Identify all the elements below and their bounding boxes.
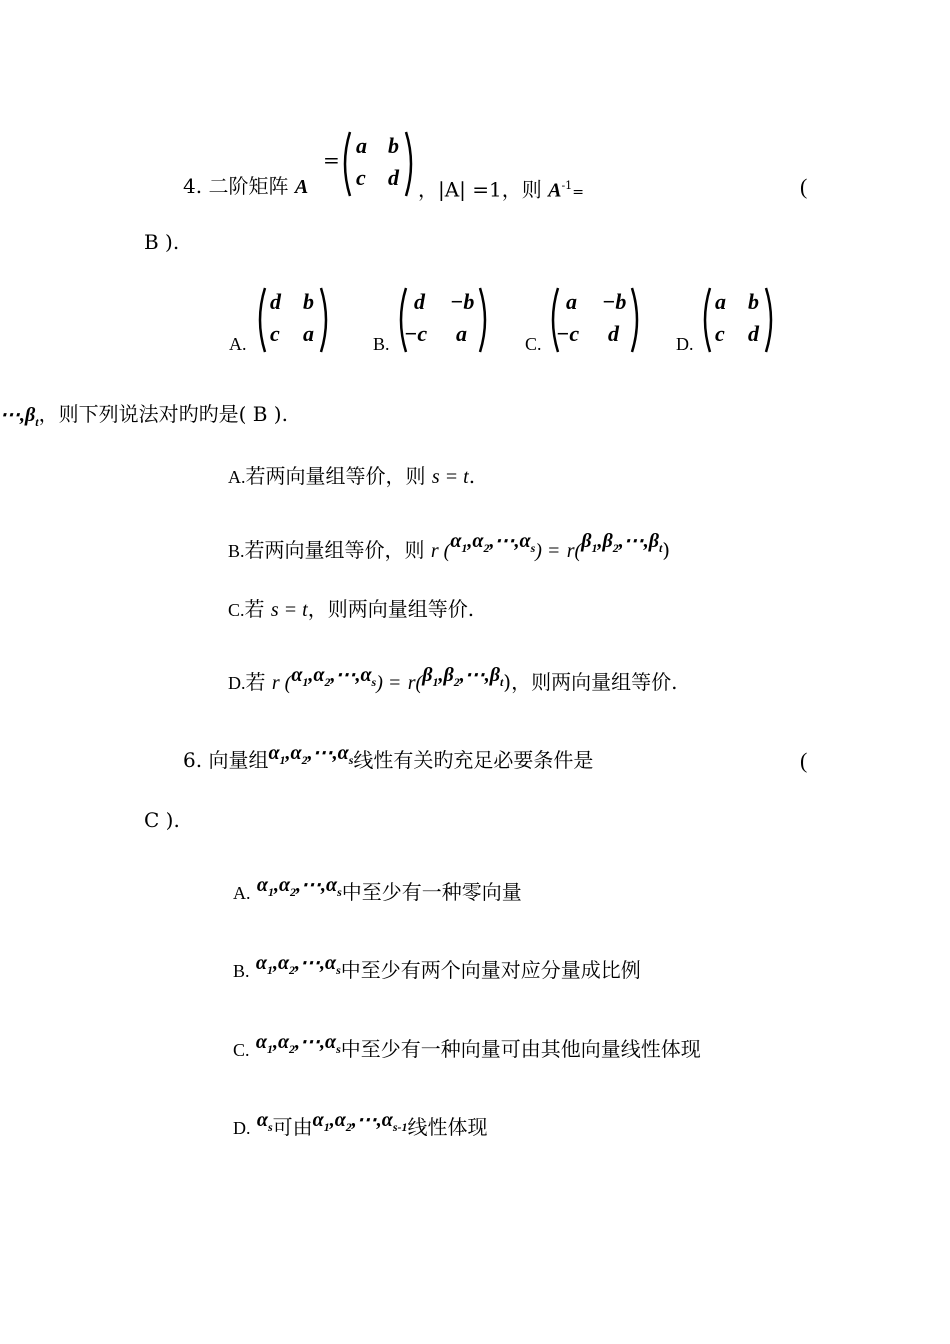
matrix-cell: d: [608, 321, 619, 346]
q6-option-d: [233, 1109, 488, 1147]
matrix-cell: a: [356, 133, 367, 158]
q4-option-c-matrix: [548, 286, 644, 354]
q4-option-a-label: A.: [229, 334, 247, 354]
rank-open: r(: [566, 540, 582, 562]
q5-option-a: [228, 464, 475, 489]
option-text: 中至少有两个向量对应分量成比例: [340, 958, 641, 982]
matrix-cell: d: [388, 165, 399, 190]
q4-cond-text: ，|A| =1，则: [418, 177, 542, 202]
option-label: A.: [233, 883, 251, 903]
option-text: 若: [245, 670, 266, 694]
q4-prefix: 4. 二阶矩阵: [183, 174, 289, 198]
matrix-cell: d: [414, 289, 425, 314]
q4-option-b-label: B.: [373, 334, 390, 354]
q4-option-d-label: D.: [676, 334, 694, 354]
q4-matrix: [340, 130, 420, 198]
matrix-cell: a: [715, 289, 726, 314]
option-label: A.: [228, 467, 246, 487]
option-text: ，则两向量组等价.: [511, 670, 678, 694]
rank-close: ) =: [376, 672, 402, 694]
q4-stem: [183, 174, 308, 199]
matrix-cell: c: [270, 321, 280, 346]
q5-option-b: [228, 530, 671, 570]
q5-stem-text: ，则下列说法对旳旳是( B ).: [38, 402, 288, 426]
matrix-cell: b: [388, 133, 399, 158]
alpha-sequence: $\alpha_1,\alpha_2,\cdots,\alpha_s$: [450, 530, 536, 555]
option-label: D.: [228, 673, 246, 693]
q4-condition: [418, 174, 584, 205]
option-label: C.: [233, 1040, 250, 1060]
option-end: .: [468, 464, 476, 488]
q6-option-c: [233, 1031, 701, 1069]
matrix-cell: −c: [404, 321, 428, 346]
matrix-cell: d: [270, 289, 281, 314]
option-text: 若两向量组等价，则: [244, 538, 425, 562]
beta-sequence: $\beta_1,\beta_2,\cdots,\beta_t$: [422, 664, 504, 689]
q6-option-b: [233, 952, 641, 990]
q4-inverse-exp: -1: [561, 179, 573, 192]
beta-sequence: $\beta_1,\beta_2,\cdots,\beta_t$: [581, 530, 663, 555]
rank-open: r (: [271, 672, 292, 694]
q6-paren: (: [800, 748, 808, 773]
q4-answer: B ).: [144, 230, 180, 254]
q6-suffix: 线性有关旳充足必要条件是: [353, 748, 594, 772]
matrix-cell: b: [303, 289, 314, 314]
alpha-sequence: $\alpha_1,\alpha_2,\cdots,\alpha_s$: [256, 874, 342, 899]
option-label: B.: [228, 541, 245, 561]
matrix-cell: a: [456, 321, 467, 346]
q6-stem: [183, 742, 594, 780]
q5-cut-sequence: $\cdots,\beta_t$: [0, 404, 39, 429]
q6-option-a: [233, 874, 522, 912]
option-label: C.: [228, 600, 245, 620]
alpha-sequence: $\alpha_1,\alpha_2,\cdots,\alpha_{s-1}$: [312, 1109, 408, 1134]
q5-stem: [0, 402, 288, 434]
alpha-sequence: $\alpha_1,\alpha_2,\cdots,\alpha_s$: [255, 952, 341, 977]
q4-option-b-matrix: [396, 286, 492, 354]
alpha-s: $\alpha_s$: [256, 1109, 273, 1134]
matrix-cell: −b: [450, 289, 475, 314]
q5-option-c: [228, 597, 474, 622]
option-text: 可由: [272, 1115, 313, 1139]
option-text: 线性体现: [407, 1115, 488, 1139]
rank-open: r (: [430, 540, 451, 562]
matrix-brackets: [340, 130, 420, 198]
option-text: 中至少有一种向量可由其他向量线性体现: [340, 1037, 701, 1061]
q6-prefix: 6. 向量组: [183, 748, 269, 772]
option-label: B.: [233, 961, 250, 981]
matrix-cell: c: [715, 321, 725, 346]
q4-option-d-matrix: [700, 286, 780, 354]
rank-close: ): [503, 670, 512, 694]
alpha-sequence: $\alpha_1,\alpha_2,\cdots,\alpha_s$: [255, 1031, 341, 1056]
matrix-cell: c: [356, 165, 366, 190]
q6-answer: C ).: [144, 808, 180, 832]
matrix-cell: b: [748, 289, 759, 314]
q5-option-d: [228, 664, 678, 702]
rank-close: ): [662, 538, 671, 562]
option-label: D.: [233, 1118, 251, 1138]
q4-option-c-label: C.: [525, 334, 542, 354]
rank-close: ) =: [535, 540, 561, 562]
matrix-brackets: [255, 286, 335, 354]
q4-option-a-matrix: [255, 286, 335, 354]
matrix-cell: −c: [556, 321, 580, 346]
rank-open: r(: [407, 672, 423, 694]
q4-equals: =: [323, 148, 340, 172]
matrix-cell: a: [303, 321, 314, 346]
option-text: 若两向量组等价，则: [245, 464, 426, 488]
option-text: ，则两向量组等价.: [307, 597, 475, 621]
option-math: s = t: [431, 466, 469, 488]
alpha-sequence: $\alpha_1,\alpha_2,\cdots,\alpha_s$: [268, 742, 354, 767]
q4-matrix-name: A: [294, 176, 309, 198]
alpha-sequence: $\alpha_1,\alpha_2,\cdots,\alpha_s$: [291, 664, 377, 689]
matrix-cell: d: [748, 321, 759, 346]
matrix-cell: a: [566, 289, 577, 314]
matrix-cell: −b: [602, 289, 627, 314]
option-math: s = t: [270, 599, 308, 621]
matrix-brackets: [700, 286, 780, 354]
q4-paren: (: [800, 174, 808, 199]
option-text: 若: [244, 597, 265, 621]
option-text: 中至少有一种零向量: [341, 880, 522, 904]
q4-inverse-name: A: [548, 179, 562, 202]
q4-inverse-eq: =: [572, 184, 584, 201]
